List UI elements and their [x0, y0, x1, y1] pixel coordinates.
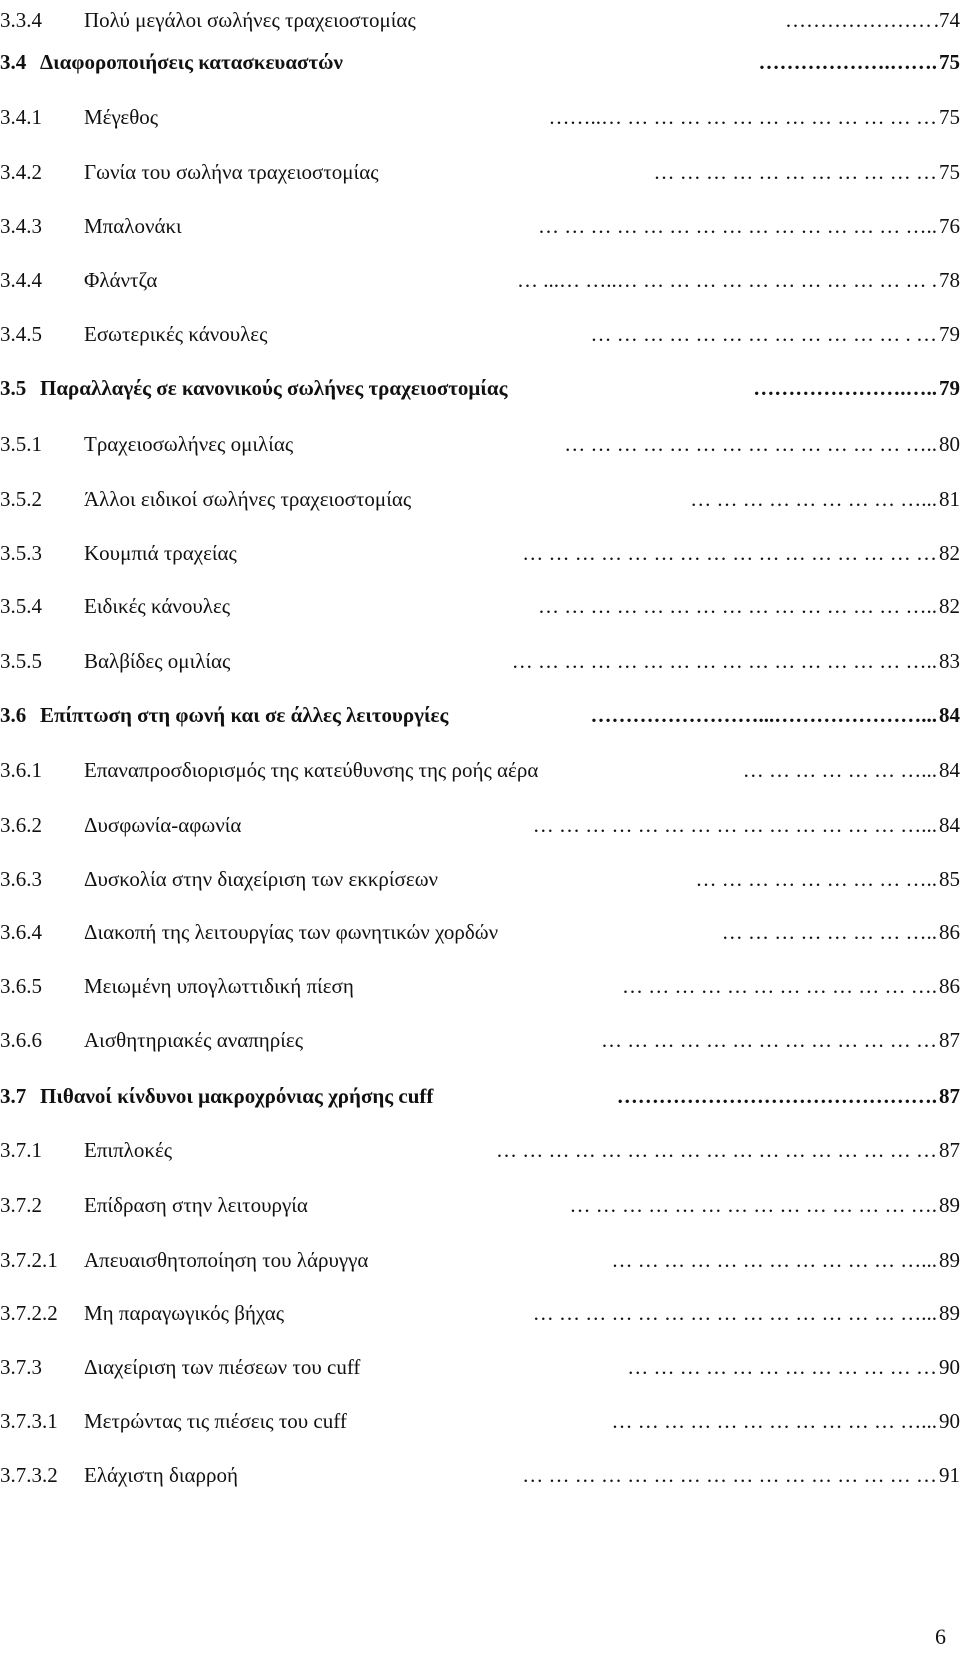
toc-entry-leader: … … … … … … … ….. [721, 920, 937, 944]
toc-entry[interactable] [0, 805, 960, 845]
toc-entry-title: Μη παραγωγικός βήχας [84, 1301, 285, 1325]
toc-entry[interactable] [0, 479, 960, 519]
toc-entry[interactable] [0, 424, 960, 464]
toc-entry-number: 3.6.3 [0, 867, 42, 891]
toc-entry-leader: … … … … … … … … … … … … … … … … [522, 1463, 937, 1487]
toc-entry[interactable] [0, 695, 960, 735]
toc-entry-title: Πιθανοί κίνδυνοι μακροχρόνιας χρήσης cuff [40, 1084, 434, 1108]
toc-entry[interactable] [0, 1347, 960, 1387]
toc-entry[interactable] [0, 533, 960, 573]
toc-entry-title: Φλάντζα [84, 268, 158, 292]
toc-entry-leader: … … … … … … … … … … … [653, 160, 937, 184]
toc-entry-title: Απευαισθητοποίηση του λάρυγγα [84, 1248, 369, 1272]
toc-entry-leader: ……………….……. [758, 50, 937, 74]
toc-entry-number: 3.4 [0, 50, 27, 74]
toc-entry-leader: … … … … … … … … … … … … … … ….. [538, 594, 937, 618]
toc-entry-number: 3.6 [0, 703, 27, 727]
toc-entry[interactable] [0, 0, 960, 40]
toc-entry-title: Γωνία του σωλήνα τραχειοστομίας [84, 160, 379, 184]
toc-entry-page: 82 [939, 594, 960, 618]
toc-entry-number: 3.5.1 [0, 432, 42, 456]
page-number: 6 [935, 1624, 946, 1649]
toc-entry-number: 3.7.2.1 [0, 1248, 58, 1272]
toc-entry-page: 83 [939, 649, 960, 673]
toc-entry-leader: … … … … … … … … … … … … … ….. [564, 432, 937, 456]
toc-entry-title: Άλλοι ειδικοί σωλήνες τραχειοστομίας [84, 487, 412, 511]
toc-entry[interactable] [0, 42, 960, 82]
toc-entry-number: 3.7.3.1 [0, 1409, 58, 1433]
toc-entry-page: 81 [939, 487, 960, 511]
toc-entry-leader: ……………………...…………………... [590, 703, 937, 727]
toc-entry-page: 84 [939, 813, 960, 837]
toc-entry-number: 3.4.5 [0, 322, 42, 346]
toc-entry[interactable] [0, 1455, 960, 1495]
toc-entry-title: Κουμπιά τραχείας [84, 541, 237, 565]
toc-entry-leader: … … … … … … … … … … … … … … … ….. [511, 649, 937, 673]
toc-entry-title: Δυσκολία στην διαχείριση των εκκρίσεων [84, 867, 439, 891]
toc-entry-title: Ειδικές κάνουλες [84, 594, 231, 618]
toc-entry-leader: … … … … … … … … …... [690, 487, 937, 511]
toc-entry[interactable] [0, 260, 960, 300]
toc-entry-leader: ………………….….. [753, 376, 937, 400]
toc-entry-page: 86 [939, 920, 960, 944]
toc-entry-title: Επίδραση στην λειτουργία [84, 1193, 308, 1217]
toc-entry-page: 91 [939, 1463, 960, 1487]
toc-entry[interactable] [0, 1020, 960, 1060]
toc-entry-leader: … … … … … … … … … … … … … … …... [532, 813, 937, 837]
toc-entry-leader: … … … … … … … … … … … …... [611, 1409, 937, 1433]
toc-entry[interactable] [0, 314, 960, 354]
toc-entry-number: 3.6.4 [0, 920, 42, 944]
toc-entry-title: Τραχειοσωλήνες ομιλίας [84, 432, 294, 456]
toc-entry-leader: … … … … … … … … … … … … … [601, 1028, 937, 1052]
toc-entry[interactable] [0, 912, 960, 952]
toc-entry[interactable] [0, 1240, 960, 1280]
toc-entry[interactable] [0, 1076, 960, 1116]
toc-entry-page: 84 [939, 758, 960, 782]
toc-entry-leader: … … … … … … … … … … … … … … … … … [496, 1138, 937, 1162]
toc-entry-leader: … … … … … … …... [742, 758, 937, 782]
toc-entry-page: 89 [939, 1248, 960, 1272]
toc-entry-page: 87 [939, 1138, 960, 1162]
toc-entry-title: Διακοπή της λειτουργίας των φωνητικών χορδών [84, 920, 499, 944]
toc-entry-leader: … … … … … … … … … … … … … … … … [522, 541, 937, 565]
toc-entry-page: 75 [939, 50, 960, 74]
toc-entry-page: 85 [939, 867, 960, 891]
toc-entry-leader: … … … … … … … … … … … …. [622, 974, 937, 998]
toc-entry-page: 87 [939, 1028, 960, 1052]
toc-entry-number: 3.3.4 [0, 8, 42, 32]
toc-entry-number: 3.6.6 [0, 1028, 42, 1052]
toc-entry[interactable] [0, 1185, 960, 1225]
toc-entry-leader: … … … … … … … … … … … … … …. [569, 1193, 937, 1217]
toc-entry-number: 3.5.5 [0, 649, 42, 673]
toc-entry-page: 82 [939, 541, 960, 565]
toc-entry-leader: ………………………………………. [616, 1084, 937, 1108]
toc-entry-number: 3.5.3 [0, 541, 42, 565]
toc-entry-leader: ………………… [785, 8, 932, 32]
toc-entry-page: 79 [939, 322, 960, 346]
toc-entry[interactable] [0, 750, 960, 790]
toc-entry-page: 90 [939, 1355, 960, 1379]
toc-entry-title: Δυσφωνία-αφωνία [84, 813, 242, 837]
toc-entry-number: 3.7.1 [0, 1138, 42, 1162]
toc-entry-leader: ……..… … … … … … … … … … … … … [548, 105, 937, 129]
toc-entry-title: Μετρώντας τις πιέσεις του cuff [84, 1409, 347, 1433]
toc-entry-leader: … … … … … … … … … … … … . … [590, 322, 937, 346]
toc-entry-page: 75 [939, 160, 960, 184]
toc-entry-number: 3.4.3 [0, 214, 42, 238]
toc-entry-number: 3.5 [0, 376, 27, 400]
toc-entry-title: Μειωμένη υπογλωττιδική πίεση [84, 974, 354, 998]
toc-entry[interactable] [0, 206, 960, 246]
toc-entry-leader: … ...… …..… … … … … … … … … … … … . [517, 268, 937, 292]
toc-entry-number: 3.7.3 [0, 1355, 42, 1379]
toc-entry-number: 3.5.2 [0, 487, 42, 511]
toc-entry-page: 79 [939, 376, 960, 400]
toc-entry-title: Εσωτερικές κάνουλες [84, 322, 268, 346]
toc-entry[interactable] [0, 1401, 960, 1441]
toc-entry-title: Ελάχιστη διαρροή [84, 1463, 238, 1487]
toc-entry-page: 87 [939, 1084, 960, 1108]
toc-entry-title: Επίπτωση στη φωνή και σε άλλες λειτουργίες [40, 703, 449, 727]
toc-entry-title: Μπαλονάκι [84, 214, 182, 238]
toc-entry-page: 86 [939, 974, 960, 998]
toc-entry-number: 3.7 [0, 1084, 27, 1108]
toc-entry-page: .74 [933, 8, 960, 32]
toc-entry[interactable] [0, 152, 960, 192]
toc-entry-page: 80 [939, 432, 960, 456]
toc-entry-title: Διαχείριση των πιέσεων του cuff [84, 1355, 361, 1379]
toc-entry-page: 75 [939, 105, 960, 129]
toc-entry[interactable] [0, 97, 960, 137]
toc-entry-number: 3.7.2 [0, 1193, 42, 1217]
toc-entry[interactable] [0, 368, 960, 408]
toc-entry[interactable] [0, 1130, 960, 1170]
toc-entry[interactable] [0, 859, 960, 899]
toc-entry-leader: … … … … … … … … ….. [695, 867, 937, 891]
toc-entry-number: 3.7.3.2 [0, 1463, 58, 1487]
toc-entry-leader: … … … … … … … … … … … …... [611, 1248, 937, 1272]
toc-entry-number: 3.4.1 [0, 105, 42, 129]
toc-entry-title: Βαλβίδες ομιλίας [84, 649, 231, 673]
toc-entry[interactable] [0, 586, 960, 626]
toc-entry-number: 3.4.2 [0, 160, 42, 184]
toc-entry-number: 3.6.1 [0, 758, 42, 782]
toc-entry-title: Μέγεθος [84, 105, 159, 129]
toc-entry-leader: … … … … … … … … … … … … [627, 1355, 937, 1379]
toc-entry-page: 89 [939, 1301, 960, 1325]
toc-entry-page: 90 [939, 1409, 960, 1433]
toc-entry-page: 89 [939, 1193, 960, 1217]
toc-entry-title: Αισθητηριακές αναπηρίες [84, 1028, 304, 1052]
toc-entry-leader: … … … … … … … … … … … … … … ….. [538, 214, 937, 238]
toc-entry[interactable] [0, 1293, 960, 1333]
toc-entry[interactable] [0, 966, 960, 1006]
toc-entry-title: Παραλλαγές σε κανονικούς σωλήνες τραχειοστομίας [40, 376, 508, 400]
toc-entry-title: Διαφοροποιήσεις κατασκευαστών [40, 50, 343, 74]
toc-entry[interactable] [0, 641, 960, 681]
toc-entry-leader: … … … … … … … … … … … … … … …... [532, 1301, 937, 1325]
toc-entry-page: 84 [939, 703, 960, 727]
toc-entry-number: 3.4.4 [0, 268, 42, 292]
toc-entry-title: Επιπλοκές [84, 1138, 173, 1162]
toc-entry-page: 78 [939, 268, 960, 292]
toc-entry-number: 3.7.2.2 [0, 1301, 58, 1325]
toc-entry-number: 3.6.2 [0, 813, 42, 837]
toc-entry-title: Πολύ μεγάλοι σωλήνες τραχειοστομίας [84, 8, 416, 32]
toc-entry-page: 76 [939, 214, 960, 238]
toc-entry-title: Επαναπροσδιορισμός της κατεύθυνσης της ροής αέρα [84, 758, 539, 782]
toc-entry-number: 3.5.4 [0, 594, 42, 618]
toc-entry-number: 3.6.5 [0, 974, 42, 998]
